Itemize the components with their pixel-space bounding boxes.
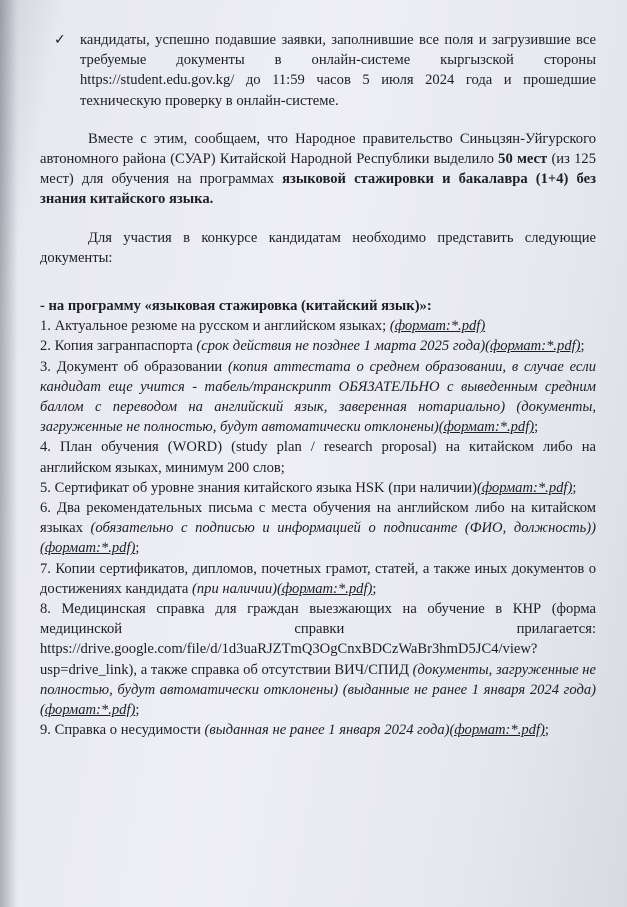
item-text: 5. Сертификат об уровне знания китайского языка HSK (при наличии) xyxy=(40,479,477,496)
item-text: 8. Медицинская справка для граждан выезжающих на обучение в КНР (форма медицинской справки прилагается: https://drive.google.com/file/d/1d3uaRJZTmQ3OgCnxBDCzWaBr3hmD5JC4/view?usp=drive_link), а также справка об отсутствии ВИЧ/СПИД xyxy=(40,601,596,678)
document-list-item xyxy=(40,437,596,477)
document-list-item xyxy=(40,316,596,336)
item-end: ; xyxy=(572,479,577,496)
item-text: 3. Документ об образовании xyxy=(40,358,228,375)
document-list-item xyxy=(40,720,596,740)
item-end: ; xyxy=(580,338,585,355)
item-end: ; xyxy=(544,722,549,739)
programs-bold: языковой стажировки и бакалавра (1+4) без знания китайского языка. xyxy=(40,171,596,208)
item-note: (срок действия не позднее 1 марта 2025 года) xyxy=(196,338,486,355)
item-end: ; xyxy=(135,540,140,557)
document-list-item xyxy=(40,559,596,599)
item-text: 4. План обучения (WORD) (study plan / research proposal) на китайском либо на английском языках, минимум 200 слов; xyxy=(40,439,596,476)
item-end: ; xyxy=(372,580,377,597)
item-format: (формат:*.pdf) xyxy=(476,479,573,496)
paragraph-allocation xyxy=(40,129,596,210)
page-edge-shadow xyxy=(0,0,18,907)
item-format: (формат:*.pdf) xyxy=(277,580,373,597)
item-end: ; xyxy=(135,702,140,719)
document-list-item xyxy=(40,336,596,356)
item-note: (обязательно с подписью и информацией о подписанте (ФИО, должность)) xyxy=(90,520,596,537)
document-body xyxy=(40,30,596,741)
paragraph-allocation-text-2: (из 125 мест) для обучения на программах xyxy=(40,151,596,188)
item-format: (формат:*.pdf) xyxy=(438,419,535,436)
item-format: (формат:*.pdf) xyxy=(389,318,486,335)
item-note: (документы, загруженные не полностью, будут автоматически отклонены) (выданные не ранее 1 января 2024 года) xyxy=(40,661,596,698)
document-list-item xyxy=(40,498,596,559)
item-text: 9. Справка о несудимости xyxy=(40,722,205,739)
item-text: 6. Два рекомендательных письма с места обучения на английском либо на китайском языках xyxy=(40,500,596,537)
item-text: 2. Копия загранпаспорта xyxy=(40,338,197,355)
paragraph-documents-intro: Для участия в конкурсе кандидатам необходимо представить следующие документы: xyxy=(40,229,596,266)
document-list-item xyxy=(40,599,596,720)
item-format: (формат:*.pdf) xyxy=(449,722,545,739)
checkmark-icon: ✓ xyxy=(54,32,66,48)
item-format: (формат:*.pdf) xyxy=(40,540,136,557)
document-list-item xyxy=(40,357,596,438)
item-format: (формат:*.pdf) xyxy=(40,702,136,719)
item-note: (копия аттестата о среднем образовании, в случае если кандидат еще учится - табель/транскрипт ОБЯЗАТЕЛЬНО с выведенным средним баллом с переводом на английский язык, заверенная нотариально) (документы, загруженные не полностью, будут автоматически отклонены) xyxy=(40,358,596,436)
item-format: (формат:*.pdf) xyxy=(485,338,581,355)
bullet-paragraph xyxy=(40,30,596,111)
paragraph-allocation-text: Вместе с этим, сообщаем, что Народное правительство Синьцзян-Уйгурского автономного района (СУАР) Китайской Народной Республики выделило xyxy=(40,130,596,168)
item-end: ; xyxy=(534,419,539,436)
item-note: (выданная не ранее 1 января 2024 года) xyxy=(204,722,450,739)
item-text: 7. Копии сертификатов, дипломов, почетных грамот, статей, а также иных документов о достижениях кандидата xyxy=(40,560,596,597)
section-heading: - на программу «языковая стажировка (китайский язык)»: xyxy=(40,298,432,315)
places-count: 50 мест xyxy=(498,151,548,168)
documents-list xyxy=(40,316,596,740)
document-list-item xyxy=(40,478,596,498)
bullet-text: кандидаты, успешно подавшие заявки, заполнившие все поля и загрузившие все требуемые документы в онлайн-системе кыргызской стороны https://student.edu.gov.kg/ до 11:59 часов 5 июля 2024 года и прошедшие техническую проверку в онлайн-системе. xyxy=(80,32,596,109)
item-text: 1. Актуальное резюме на русском и английском языках; xyxy=(40,318,390,335)
item-note: (при наличии) xyxy=(192,580,278,597)
